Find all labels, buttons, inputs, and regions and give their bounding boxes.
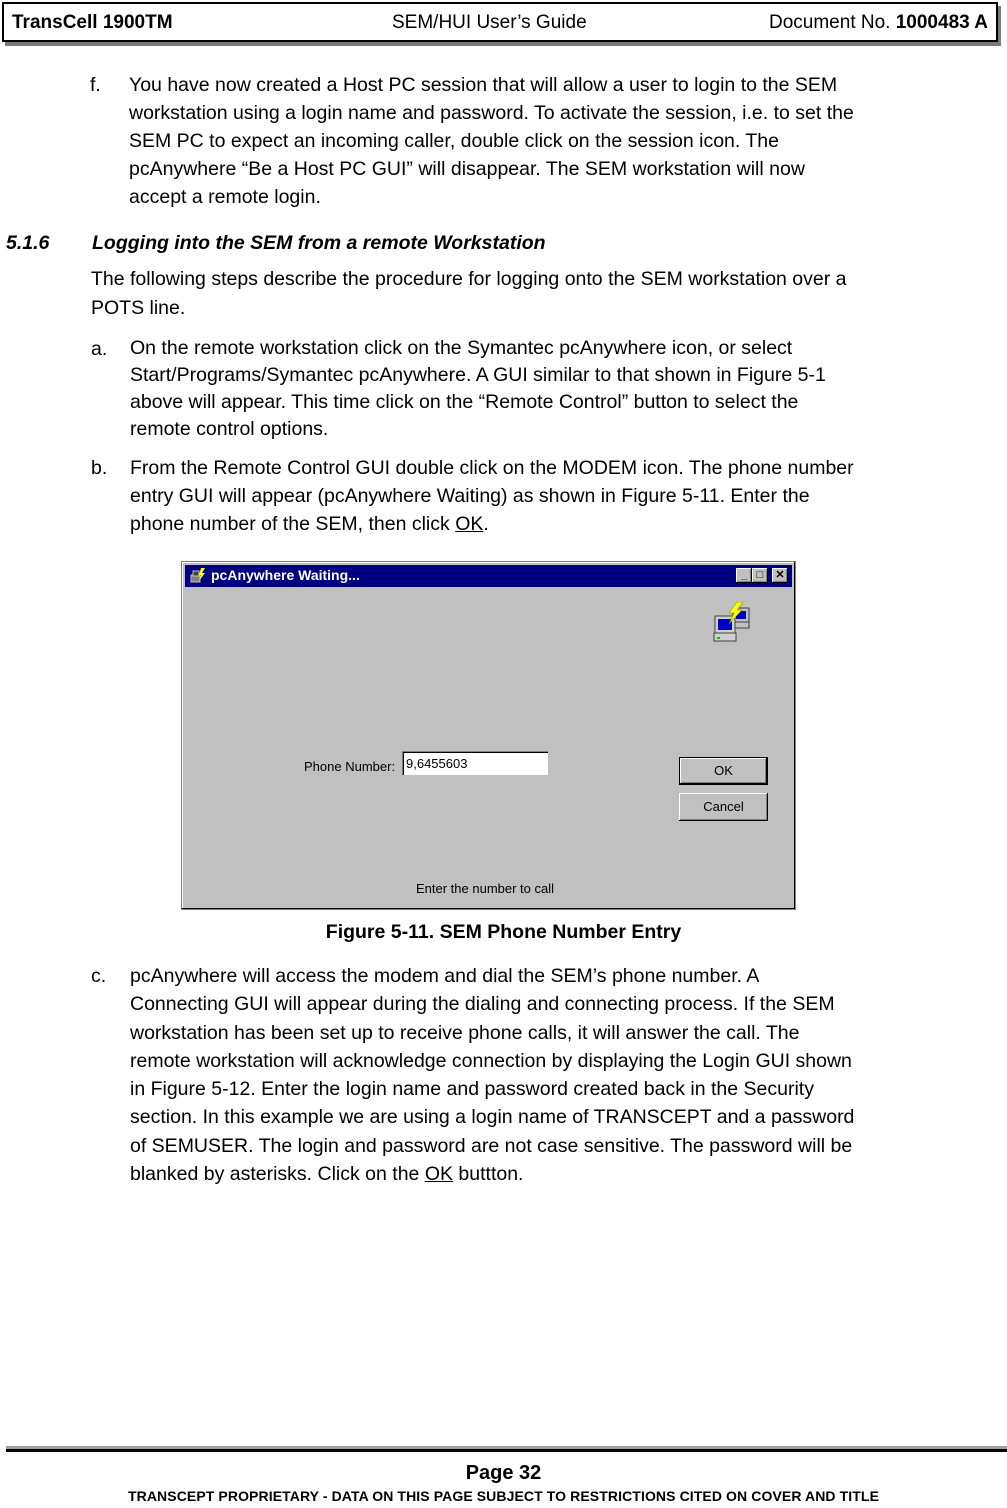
minimize-button[interactable]: _ (736, 568, 752, 583)
ok-reference: OK (424, 1163, 453, 1186)
section-heading (6, 232, 546, 255)
text-fragment: buttton. (453, 1163, 524, 1186)
text-line: SEM PC to expect an incoming caller, double click on the session icon. The (129, 130, 779, 152)
document-number (769, 12, 988, 34)
text-line (130, 1160, 854, 1188)
text-line: workstation using a login name and password. To activate the session, i.e. to set the (129, 102, 854, 124)
product-name: TransCell 1900TM (12, 12, 173, 33)
section-intro (91, 265, 847, 323)
section-number: 5.1.6 (6, 232, 50, 254)
step-f-text (129, 71, 854, 211)
text-line: pcAnywhere will access the modem and dial the SEM’s phone number. A (130, 965, 760, 987)
ok-button[interactable]: OK (679, 757, 768, 785)
status-text: Enter the number to call (416, 881, 555, 896)
guide-title: SEM/HUI User’s Guide (392, 12, 587, 33)
text-line: pcAnywhere “Be a Host PC GUI” will disappear. The SEM workstation will now (129, 158, 805, 180)
text-line: entry GUI will appear (pcAnywhere Waiting) as shown in Figure 5-11. Enter the (130, 485, 810, 507)
text-line: On the remote workstation click on the Symantec pcAnywhere icon, or select (130, 337, 793, 359)
step-b-text (130, 454, 854, 538)
text-line: POTS line. (91, 297, 186, 319)
text-line: Connecting GUI will appear during the dialing and connecting process. If the SEM (130, 993, 835, 1016)
phone-number-label: Phone Number: (304, 759, 396, 774)
page-header (2, 2, 998, 42)
step-f-label: f. (90, 74, 101, 96)
text-line: remote workstation will acknowledge connection by displaying the Login GUI shown (130, 1049, 852, 1072)
doc-number-value: 1000483 A (895, 12, 988, 33)
text-fragment: blanked by asterisks. Click on the (130, 1163, 425, 1186)
section-title: Logging into the SEM from a remote Workstation (92, 232, 546, 254)
text-line: accept a remote login. (129, 186, 321, 208)
text-fragment: phone number of the SEM, then click (130, 513, 456, 535)
phone-number-input[interactable] (402, 751, 548, 775)
text-line: in Figure 5-12. Enter the login name and password created back in the Security (130, 1078, 814, 1101)
title-bar[interactable] (185, 565, 792, 587)
ok-reference: OK (455, 513, 484, 535)
text-line: workstation has been set up to receive phone calls, it will answer the call. The (130, 1021, 800, 1044)
text-line: From the Remote Control GUI double click on the MODEM icon. The phone number (130, 457, 854, 479)
text-line: above will appear. This time click on the “Remote Control” button to select the (130, 391, 799, 413)
page-number: Page 32 (465, 1462, 542, 1484)
pcanywhere-waiting-window (181, 561, 796, 910)
proprietary-notice: TRANSCEPT PROPRIETARY - DATA ON THIS PAGE SUBJECT TO RESTRICTIONS CITED ON COVER AND TITLE (127, 1488, 880, 1504)
step-c-text (130, 962, 854, 1188)
cancel-button[interactable]: Cancel (679, 793, 768, 821)
window-title: pcAnywhere Waiting... (211, 567, 360, 583)
modem-computers-icon (709, 602, 757, 646)
text-fragment: . (483, 513, 489, 535)
step-a-label: a. (91, 338, 108, 360)
footer-divider (6, 1446, 1007, 1452)
step-a-text (130, 335, 826, 443)
text-line (130, 510, 854, 538)
figure-caption: Figure 5-11. SEM Phone Number Entry (325, 921, 682, 943)
text-line: section. In this example we are using a login name of TRANSCEPT and a password (130, 1106, 855, 1129)
text-line: remote control options. (130, 418, 329, 440)
doc-prefix: Document No. (769, 12, 896, 33)
step-c-label: c. (91, 965, 107, 987)
step-b-label: b. (91, 457, 108, 479)
text-line: You have now created a Host PC session that will allow a user to login to the SEM (129, 74, 838, 96)
text-line: Start/Programs/Symantec pcAnywhere. A GUI similar to that shown in Figure 5-1 (130, 364, 826, 386)
text-line: The following steps describe the procedure for logging onto the SEM workstation over a (91, 268, 847, 290)
maximize-button[interactable]: □ (752, 568, 768, 583)
pcanywhere-icon (189, 567, 207, 585)
close-button[interactable]: ✕ (772, 568, 788, 583)
text-line: of SEMUSER. The login and password are not case sensitive. The password will be (130, 1134, 853, 1157)
